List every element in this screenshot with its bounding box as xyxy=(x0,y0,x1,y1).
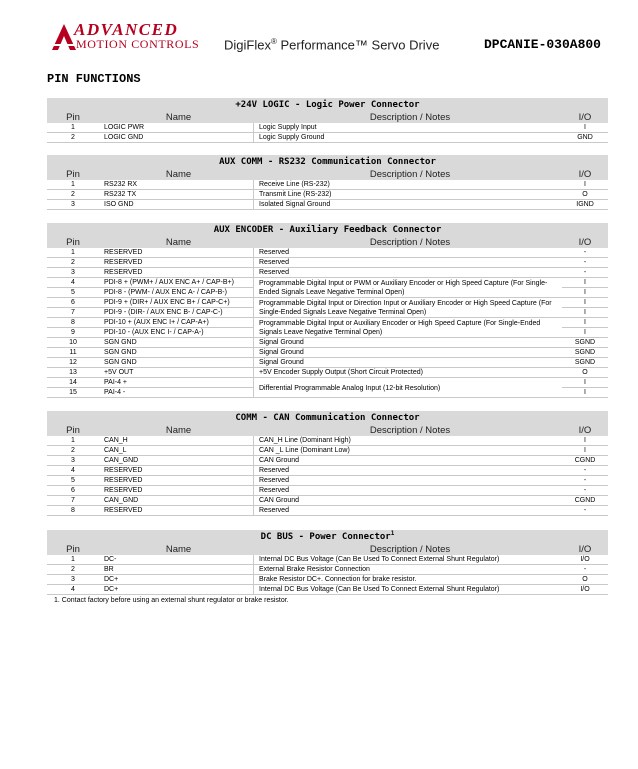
table-title-text: COMM - CAN Communication Connector xyxy=(235,413,420,423)
column-header-description: Description / Notes xyxy=(369,169,451,180)
pin-description: Logic Supply Input xyxy=(253,123,562,133)
table-row xyxy=(47,268,608,278)
product-prefix: DigiFlex xyxy=(224,37,271,53)
pin-description-text: Programmable Digital Input or PWM or Auxiliary Encoder or High Speed Capture (For Single-Ended Signals Leave Negative Terminal Open) xyxy=(259,280,548,296)
pin-io: - xyxy=(562,506,608,516)
column-header-name: Name xyxy=(165,237,192,248)
table-row xyxy=(47,436,608,446)
pin-description: External Brake Resistor Connection xyxy=(253,565,562,575)
column-header xyxy=(47,544,608,555)
pin-name: RESERVED xyxy=(99,258,253,268)
column-header-description: Description / Notes xyxy=(369,544,451,555)
column-header xyxy=(47,112,608,123)
pin-number: 5 xyxy=(47,288,99,298)
pin-description: Isolated Signal Ground xyxy=(253,200,562,210)
page-header xyxy=(0,0,638,62)
table-row xyxy=(47,338,608,348)
pin-name: CAN_H xyxy=(99,436,253,446)
table-title xyxy=(47,155,608,169)
column-header-io: I/O xyxy=(578,169,592,180)
pin-description: CAN Ground xyxy=(253,496,562,506)
table-row xyxy=(47,348,608,358)
pin-description: Internal DC Bus Voltage (Can Be Used To Connect External Shunt Regulator) xyxy=(253,585,562,595)
pin-description: Internal DC Bus Voltage (Can Be Used To Connect External Shunt Regulator) xyxy=(253,555,562,565)
pin-number: 6 xyxy=(47,298,99,308)
column-header-pin: Pin xyxy=(66,544,80,555)
can-comm-table xyxy=(47,411,608,516)
pin-number: 1 xyxy=(47,436,99,446)
pin-description: CAN _L Line (Dominant Low) xyxy=(253,446,562,456)
pin-name: SGN GND xyxy=(99,358,253,368)
logo-triangle-icon xyxy=(52,24,76,50)
table-row xyxy=(47,476,608,486)
column-header-name: Name xyxy=(165,169,192,180)
pin-description: CAN Ground xyxy=(253,456,562,466)
pin-io: SGND xyxy=(562,338,608,348)
pin-description: Brake Resistor DC+. Connection for brake resistor. xyxy=(253,575,562,585)
column-header-pin: Pin xyxy=(66,425,80,436)
pin-io: I xyxy=(562,298,608,308)
column-header-name: Name xyxy=(165,112,192,123)
pin-name: LOGIC GND xyxy=(99,133,253,143)
pin-name: +5V OUT xyxy=(99,368,253,378)
table-row xyxy=(47,368,608,378)
logo-line-2: MOTION CONTROLS xyxy=(76,37,200,51)
column-header-name: Name xyxy=(165,544,192,555)
table-row xyxy=(47,328,253,338)
pin-description: Reserved xyxy=(253,506,562,516)
pin-io: IGND xyxy=(562,200,608,210)
section-title: PIN FUNCTIONS xyxy=(47,72,141,86)
table-row xyxy=(47,388,253,398)
pin-io: I xyxy=(562,123,608,133)
table-title xyxy=(47,223,608,237)
column-header-io: I/O xyxy=(578,425,592,436)
pin-number: 6 xyxy=(47,486,99,496)
pin-description: Receive Line (RS-232) xyxy=(253,180,562,190)
company-logo xyxy=(52,22,202,52)
pin-number: 13 xyxy=(47,368,99,378)
pin-io: - xyxy=(562,486,608,496)
pin-number: 3 xyxy=(47,575,99,585)
pin-name: DC+ xyxy=(99,585,253,595)
table-row xyxy=(47,298,253,308)
pin-name: SGN GND xyxy=(99,348,253,358)
table-row xyxy=(47,258,608,268)
grouped-io xyxy=(562,378,608,398)
registered-mark: ® xyxy=(270,37,277,46)
pin-description-text: Differential Programmable Analog Input (12-bit Resolution) xyxy=(259,384,441,392)
pin-number: 7 xyxy=(47,308,99,318)
pin-name: RESERVED xyxy=(99,506,253,516)
pin-name: DC- xyxy=(99,555,253,565)
pin-name: RESERVED xyxy=(99,466,253,476)
pin-name: LOGIC PWR xyxy=(99,123,253,133)
table-row xyxy=(47,446,608,456)
logic-power-table xyxy=(47,98,608,143)
pin-description xyxy=(253,278,562,298)
pin-description-text: Programmable Digital Input or Direction Input or Auxiliary Encoder or High Speed Capture (For Single-Ended Signals Leave Negative Terminal Open) xyxy=(259,300,552,316)
pin-io: O xyxy=(562,190,608,200)
pin-number: 4 xyxy=(47,585,99,595)
table-title xyxy=(47,98,608,112)
pin-name: RESERVED xyxy=(99,476,253,486)
table-row xyxy=(47,123,608,133)
pin-io: GND xyxy=(562,133,608,143)
table-row xyxy=(47,565,608,575)
pin-name: DC+ xyxy=(99,575,253,585)
pin-number: 14 xyxy=(47,378,99,388)
pin-description: CAN_H Line (Dominant High) xyxy=(253,436,562,446)
aux-encoder-table xyxy=(47,223,608,398)
grouped-rows xyxy=(47,378,608,398)
pin-description xyxy=(253,298,562,318)
product-suffix: Performance™ Servo Drive xyxy=(276,37,440,53)
pin-description: Transmit Line (RS-232) xyxy=(253,190,562,200)
pin-description xyxy=(253,378,562,398)
pin-number: 5 xyxy=(47,476,99,486)
pin-description: Logic Supply Ground xyxy=(253,133,562,143)
table-title-text: +24V LOGIC - Logic Power Connector xyxy=(235,100,420,110)
table-row xyxy=(47,496,608,506)
pin-number: 8 xyxy=(47,506,99,516)
pin-number: 2 xyxy=(47,565,99,575)
pin-io: I xyxy=(562,388,608,398)
pin-io: I xyxy=(562,180,608,190)
pin-io: I xyxy=(562,308,608,318)
pin-number: 1 xyxy=(47,248,99,258)
pin-io: I xyxy=(562,328,608,338)
grouped-rows xyxy=(47,318,608,338)
pin-io: - xyxy=(562,476,608,486)
pin-name: SGN GND xyxy=(99,338,253,348)
pin-name: PDI-9 - (DIR- / AUX ENC B- / CAP-C-) xyxy=(99,308,253,318)
pin-number: 9 xyxy=(47,328,99,338)
table-row xyxy=(47,378,253,388)
column-header-pin: Pin xyxy=(66,237,80,248)
pin-io: - xyxy=(562,565,608,575)
pin-description: Reserved xyxy=(253,476,562,486)
table-row xyxy=(47,466,608,476)
pin-name: CAN_GND xyxy=(99,456,253,466)
grouped-pins xyxy=(47,278,253,298)
logo-line-1: ADVANCED xyxy=(74,20,179,39)
table-row xyxy=(47,200,608,210)
table-title xyxy=(47,530,608,544)
grouped-rows xyxy=(47,298,608,318)
product-title xyxy=(224,37,439,52)
table-title-text: AUX COMM - RS232 Communication Connector xyxy=(219,157,436,167)
pin-name: BR xyxy=(99,565,253,575)
pin-name: PAI-4 - xyxy=(99,388,253,398)
pin-number: 2 xyxy=(47,258,99,268)
table-title xyxy=(47,411,608,425)
grouped-pins xyxy=(47,298,253,318)
pin-io: - xyxy=(562,466,608,476)
pin-number: 1 xyxy=(47,180,99,190)
pin-number: 8 xyxy=(47,318,99,328)
pin-description: +5V Encoder Supply Output (Short Circuit Protected) xyxy=(253,368,562,378)
column-header xyxy=(47,425,608,436)
dc-bus-table xyxy=(47,530,608,595)
column-header-description: Description / Notes xyxy=(369,112,451,123)
pin-number: 12 xyxy=(47,358,99,368)
part-number: DPCANIE-030A800 xyxy=(483,37,601,52)
footnote: 1. Contact factory before using an external shunt regulator or brake resistor. xyxy=(54,597,289,604)
pin-io: SGND xyxy=(562,358,608,368)
pin-number: 11 xyxy=(47,348,99,358)
table-row xyxy=(47,506,608,516)
pin-io: O xyxy=(562,368,608,378)
table-row xyxy=(47,456,608,466)
pin-io: I xyxy=(562,436,608,446)
pin-number: 4 xyxy=(47,466,99,476)
pin-io: SGND xyxy=(562,348,608,358)
pin-description-text: Programmable Digital Input or Auxiliary Encoder or High Speed Capture (For Single-Ended Signals Leave Negative Terminal Open) xyxy=(259,320,541,336)
table-title-text: DC BUS - Power Connector xyxy=(260,532,391,542)
pin-io: I xyxy=(562,318,608,328)
pin-description: Signal Ground xyxy=(253,348,562,358)
pin-description: Reserved xyxy=(253,258,562,268)
grouped-io xyxy=(562,278,608,298)
pin-number: 7 xyxy=(47,496,99,506)
table-row xyxy=(47,555,608,565)
pin-description xyxy=(253,318,562,338)
pin-number: 10 xyxy=(47,338,99,348)
table-row xyxy=(47,180,608,190)
pin-name: PDI-10 - (AUX ENC I- / CAP-A-) xyxy=(99,328,253,338)
pin-description: Signal Ground xyxy=(253,358,562,368)
column-header-pin: Pin xyxy=(66,112,80,123)
pin-description: Reserved xyxy=(253,268,562,278)
column-header-description: Description / Notes xyxy=(369,237,451,248)
pin-number: 2 xyxy=(47,446,99,456)
table-row xyxy=(47,308,253,318)
pin-name: PDI-9 + (DIR+ / AUX ENC B+ / CAP-C+) xyxy=(99,298,253,308)
table-title-text: AUX ENCODER - Auxiliary Feedback Connector xyxy=(213,225,442,235)
aux-comm-table xyxy=(47,155,608,210)
column-header xyxy=(47,237,608,248)
column-header-io: I/O xyxy=(578,544,592,555)
pin-description: Reserved xyxy=(253,466,562,476)
pin-number: 3 xyxy=(47,200,99,210)
pin-name: PAI-4 + xyxy=(99,378,253,388)
pin-io: I xyxy=(562,288,608,298)
pin-name: PDI-10 + (AUX ENC I+ / CAP-A+) xyxy=(99,318,253,328)
footnote-marker: 1 xyxy=(390,530,395,537)
pin-name: RESERVED xyxy=(99,268,253,278)
grouped-io xyxy=(562,298,608,318)
pin-name: ISO GND xyxy=(99,200,253,210)
pin-io: I xyxy=(562,378,608,388)
table-row xyxy=(47,190,608,200)
pin-name: RESERVED xyxy=(99,248,253,258)
column-header-description: Description / Notes xyxy=(369,425,451,436)
pin-number: 3 xyxy=(47,268,99,278)
pin-io: O xyxy=(562,575,608,585)
pin-io: - xyxy=(562,268,608,278)
grouped-pins xyxy=(47,318,253,338)
pin-number: 1 xyxy=(47,123,99,133)
pin-name: RS232 TX xyxy=(99,190,253,200)
column-header-pin: Pin xyxy=(66,169,80,180)
column-header-io: I/O xyxy=(578,112,592,123)
table-row xyxy=(47,288,253,298)
table-row xyxy=(47,278,253,288)
pin-name: RESERVED xyxy=(99,486,253,496)
pin-number: 15 xyxy=(47,388,99,398)
pin-description: Reserved xyxy=(253,248,562,258)
pin-description: Reserved xyxy=(253,486,562,496)
grouped-rows xyxy=(47,278,608,298)
pin-name: CAN_L xyxy=(99,446,253,456)
grouped-io xyxy=(562,318,608,338)
pin-io: I/O xyxy=(562,555,608,565)
table-row xyxy=(47,318,253,328)
column-header xyxy=(47,169,608,180)
pin-io: I xyxy=(562,278,608,288)
pin-number: 1 xyxy=(47,555,99,565)
table-row xyxy=(47,486,608,496)
pin-number: 3 xyxy=(47,456,99,466)
pin-name: PDI-8 + (PWM+ / AUX ENC A+ / CAP-B+) xyxy=(99,278,253,288)
pin-name: RS232 RX xyxy=(99,180,253,190)
column-header-io: I/O xyxy=(578,237,592,248)
pin-name: CAN_GND xyxy=(99,496,253,506)
table-row xyxy=(47,133,608,143)
table-row xyxy=(47,585,608,595)
pin-io: CGND xyxy=(562,496,608,506)
pin-io: CGND xyxy=(562,456,608,466)
pin-name: PDI-8 - (PWM- / AUX ENC A- / CAP-B-) xyxy=(99,288,253,298)
pin-io: I xyxy=(562,446,608,456)
pin-number: 4 xyxy=(47,278,99,288)
pin-number: 2 xyxy=(47,190,99,200)
column-header-name: Name xyxy=(165,425,192,436)
pin-io: I/O xyxy=(562,585,608,595)
pin-io: - xyxy=(562,248,608,258)
table-row xyxy=(47,575,608,585)
pin-description: Signal Ground xyxy=(253,338,562,348)
pin-io: - xyxy=(562,258,608,268)
table-row xyxy=(47,248,608,258)
table-row xyxy=(47,358,608,368)
pin-number: 2 xyxy=(47,133,99,143)
grouped-pins xyxy=(47,378,253,398)
